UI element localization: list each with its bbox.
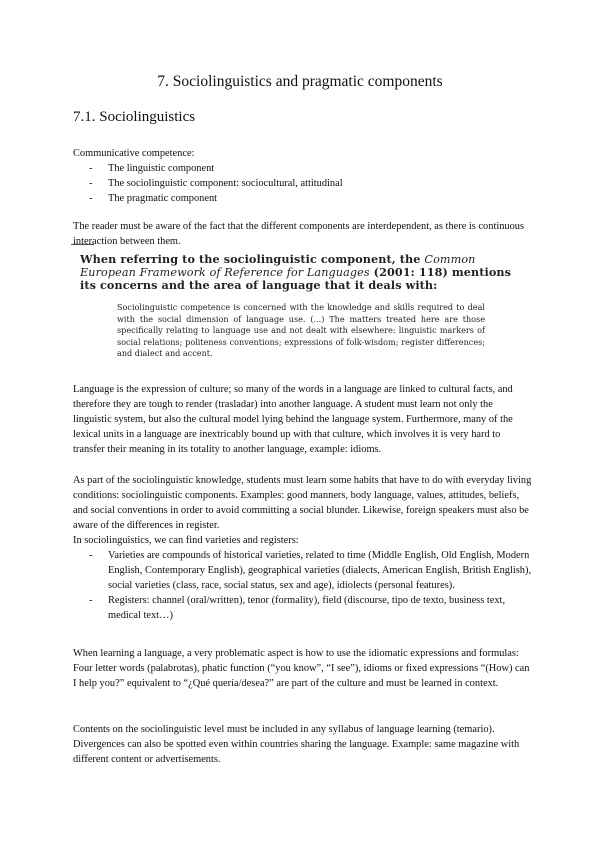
idiomatic-paragraph: When learning a language, a very problematic aspect is how to use the idiomatic expressions and formulas: Four letter words (palabrotas), phatic function (“you know”, “I see”), idioms or fixed expressions “(How) can I help you?” equivalent to “¿Qué quería/desea?” are part of the culture and must be learned in context.: [73, 648, 530, 689]
excerpt-tail: (2001: 118) mentions its concerns and the area of language that it deals with:: [80, 265, 512, 292]
varieties-heading: In sociolinguistics, we can find varieties and registers:: [73, 535, 299, 546]
list-item: - Registers: channel (oral/written), tenor (formality), field (discourse, tipo de texto, business text, medical text…): [73, 593, 533, 623]
habits-paragraph: As part of the sociolinguistic knowledge, students must learn some habits that have to do with everyday living conditions: sociolinguistic components. Examples: good manners, body language, values, attitudes, beliefs, and social conventions in order to avoid committing a social blunder. Likewise, foreign speakers must also be aware of the differences in register.: [73, 475, 532, 531]
varieties-block: [73, 533, 533, 623]
scanned-excerpt: [60, 244, 540, 364]
competence-list: [73, 161, 533, 206]
interdependent-paragraph: The reader must be aware of the fact that the different components are interdependent, as there is continuous interaction between them.: [73, 221, 525, 247]
competence-block: [73, 146, 533, 206]
competence-heading: Communicative competence:: [73, 148, 195, 159]
excerpt-title: Common European Framework of Reference for Languages: [80, 253, 476, 279]
varieties-list: [73, 548, 533, 623]
contents-paragraph: Contents on the sociolinguistic level must be included in any syllabus of language learning (temario). Divergences can also be spotted even within countries sharing the language. Example: same magazine with different content or advertisements.: [73, 724, 520, 765]
page-title: 7. Sociolinguistics and pragmatic components: [157, 73, 443, 90]
excerpt-quote: Sociolinguistic competence is concerned with the knowledge and skills required to deal with the social dimension of language use. (...) The matters treated here are those specifically relating to language use and not dealt with elsewhere: linguistic markers of social relations; politeness conventions; expressions of folk-wisdom; register differences; and dialect and accent.: [117, 302, 485, 358]
section-heading: 7.1. Sociolinguistics: [73, 109, 196, 125]
list-item: - The sociolinguistic component: sociocultural, attitudinal: [73, 176, 533, 191]
list-item: - The pragmatic component: [73, 191, 533, 206]
list-item: - The linguistic component: [73, 161, 533, 176]
list-item: - Varieties are compounds of historical varieties, related to time (Middle English, Old English, Modern English, Contemporary English), geographical varieties (dialects, American English, British English), social varieties (class, race, social status, sex and age), idiolects (personal features).: [73, 548, 533, 593]
scan-divider: [71, 244, 94, 245]
culture-paragraph: Language is the expression of culture; so many of the words in a language are linked to cultural facts, and therefore they are tough to render (trasladar) into another language. A student must learn not only the linguistic system, but also the cultural model lying behind the language system. Furthermore, many of the lexical units in a language are inextricably bound up with that culture, which involves it is very hard to transfer their meaning in its totality to another language, example: idioms.: [73, 384, 513, 455]
excerpt-intro: [80, 253, 520, 292]
excerpt-lead: When referring to the sociolinguistic component, the: [80, 252, 421, 266]
